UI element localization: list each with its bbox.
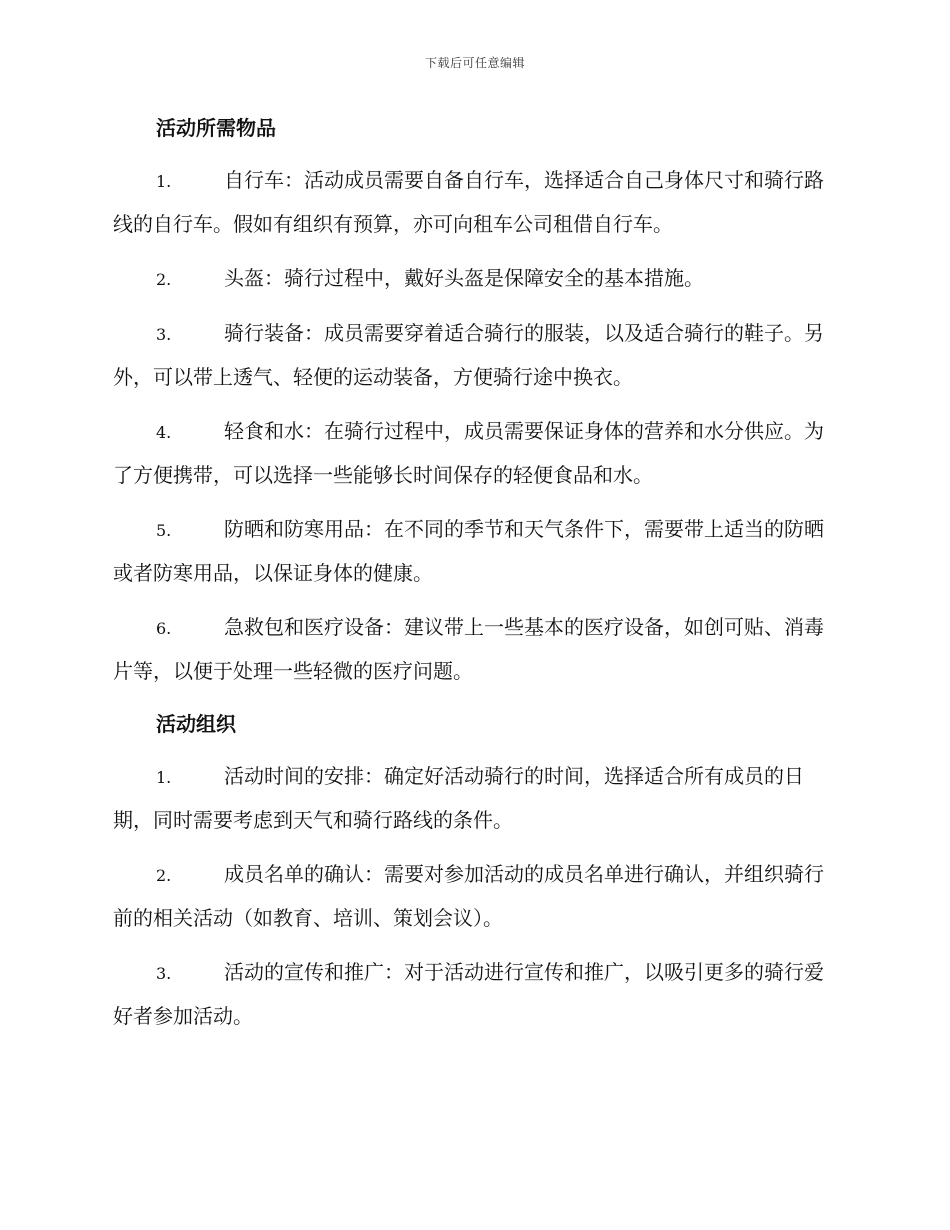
list-item bbox=[113, 410, 835, 497]
list-item-text: 自行车：活动成员需要自备自行车，选择适合自己身体尺寸和骑行路线的自行车。假如有组织有预算，亦可向租车公司租借自行车。 bbox=[113, 168, 824, 236]
list-item-text: 骑行装备：成员需要穿着适合骑行的服装，以及适合骑行的鞋子。另外，可以带上透气、轻便的运动装备，方便骑行途中换衣。 bbox=[113, 321, 824, 389]
list-item-number: 4. bbox=[156, 423, 172, 442]
list-item-number: 1. bbox=[156, 768, 172, 787]
list-item bbox=[113, 257, 835, 301]
list-item-number: 5. bbox=[156, 521, 172, 540]
list-item bbox=[113, 755, 835, 842]
list-item-text: 轻食和水：在骑行过程中，成员需要保证身体的营养和水分供应。为了方便携带，可以选择一些能够长时间保存的轻便食品和水。 bbox=[113, 419, 824, 487]
list-item bbox=[113, 606, 835, 693]
list-item-text: 活动时间的安排：确定好活动骑行的时间，选择适合所有成员的日期，同时需要考虑到天气和骑行路线的条件。 bbox=[113, 764, 804, 832]
section-title-required-items: 活动所需物品 bbox=[156, 116, 276, 140]
list-item bbox=[113, 159, 835, 246]
list-item-text: 成员名单的确认：需要对参加活动的成员名单进行确认，并组织骑行前的相关活动（如教育、培训、策划会议）。 bbox=[113, 862, 824, 930]
section-title-organization: 活动组织 bbox=[156, 712, 236, 736]
list-item bbox=[113, 312, 835, 399]
list-item-number: 3. bbox=[156, 964, 172, 983]
list-item-number: 2. bbox=[156, 270, 172, 289]
list-item bbox=[113, 951, 835, 1038]
list-item-number: 2. bbox=[156, 866, 172, 885]
list-item bbox=[113, 508, 835, 595]
list-item-text: 急救包和医疗设备：建议带上一些基本的医疗设备，如创可贴、消毒片等，以便于处理一些轻微的医疗问题。 bbox=[113, 615, 824, 683]
header-note: 下载后可任意编辑 bbox=[424, 56, 525, 70]
list-item-text: 防晒和防寒用品：在不同的季节和天气条件下，需要带上适当的防晒或者防寒用品，以保证身体的健康。 bbox=[113, 517, 824, 585]
document-content bbox=[113, 108, 835, 1049]
list-item-number: 1. bbox=[156, 172, 172, 191]
list-item-text: 活动的宣传和推广：对于活动进行宣传和推广，以吸引更多的骑行爱好者参加活动。 bbox=[113, 960, 824, 1028]
list-item-text: 头盔：骑行过程中，戴好头盔是保障安全的基本措施。 bbox=[224, 266, 704, 290]
list-item bbox=[113, 853, 835, 940]
list-item-number: 3. bbox=[156, 325, 172, 344]
list-item-number: 6. bbox=[156, 619, 172, 638]
